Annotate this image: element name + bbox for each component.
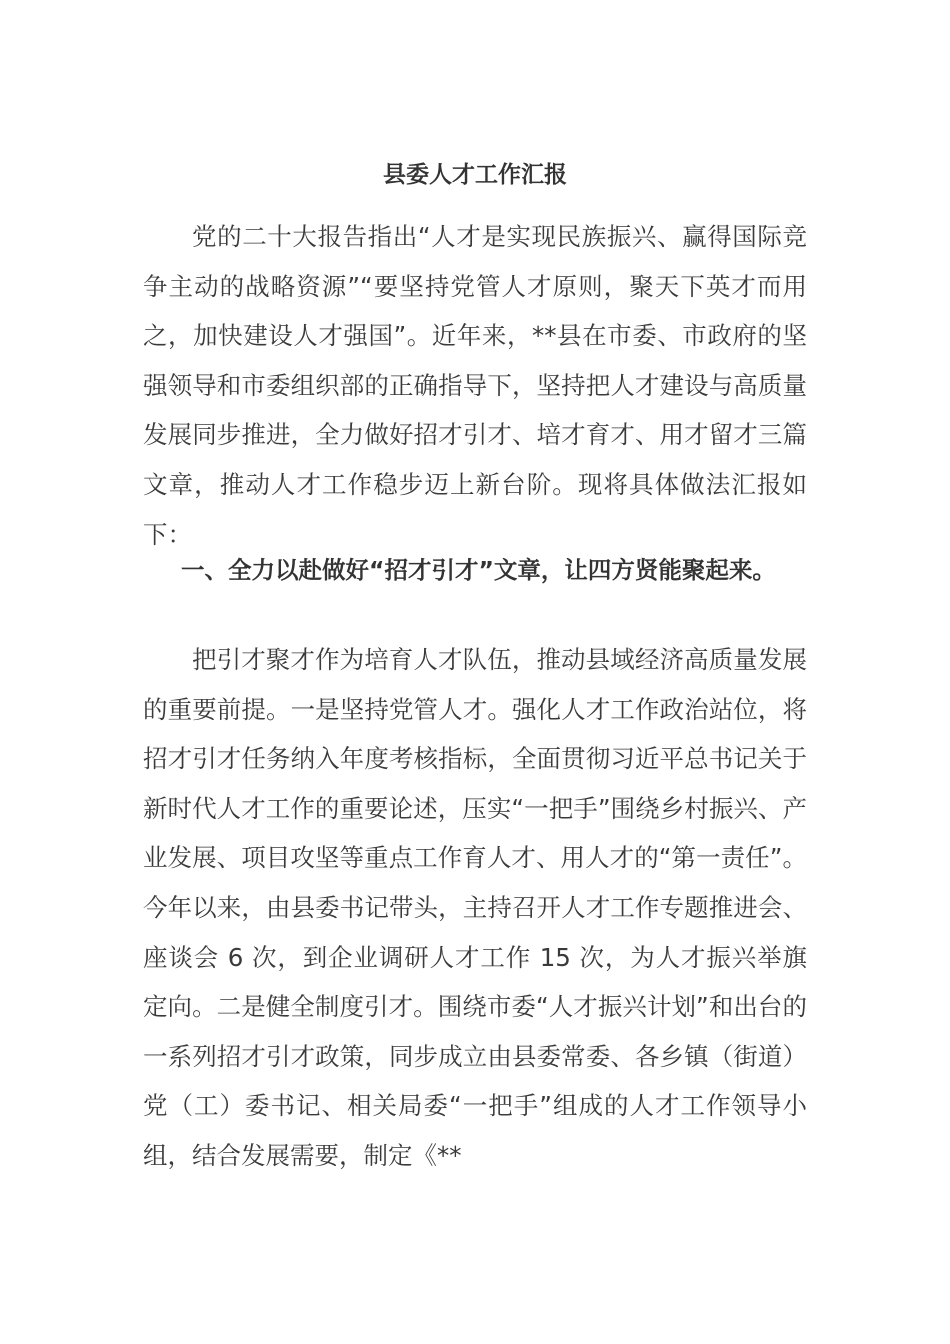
intro-paragraph: 党的二十大报告指出“人才是实现民族振兴、赢得国际竞争主动的战略资源”“要坚持党管人才原则，聚天下英才而用之，加快建设人才强国”。近年来，**县在市委、市政府的坚强领导和市委组织部的正确指导下，坚持把人才建设与高质量发展同步推进，全力做好招才引才、培才育才、用才留才三篇文章，推动人才工作稳步迈上新台阶。现将具体做法汇报如下： bbox=[143, 222, 807, 549]
section-paragraph: 把引才聚才作为培育人才队伍，推动县域经济高质量发展的重要前提。一是坚持党管人才。强化人才工作政治站位，将招才引才任务纳入年度考核指标，全面贯彻习近平总书记关于新时代人才工作的重要论述，压实“一把手”围绕乡村振兴、产业发展、项目攻坚等重点工作育人才、用人才的“第一责任”。今年以来，由县委书记带头，主持召开人才工作专题推进会、座谈会 6 次，到企业调研人才工作 15 次，为人才振兴举旗定向。二是健全制度引才。围绕市委“人才振兴计划”和出台的一系列招才引才政策，同步成立由县委常委、各乡镇（街道）党（工）委书记、相关局委“一把手”组成的人才工作领导小组，结合发展需要，制定《** bbox=[143, 645, 807, 1170]
document-title: 县委人才工作汇报 bbox=[383, 162, 567, 188]
section-heading: 一、全力以赴做好“招才引才”文章，让四方贤能聚起来。 bbox=[181, 556, 776, 584]
